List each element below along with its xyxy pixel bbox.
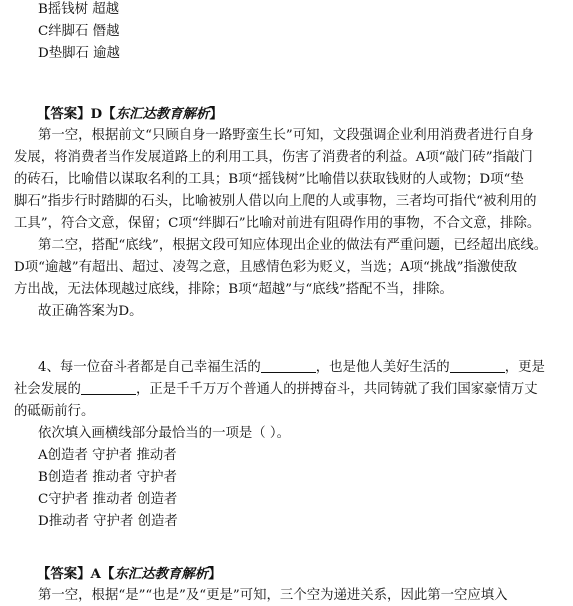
answer-suffix: 】	[209, 106, 223, 122]
analysis-line: D项“逾越”有超出、超过、凌驾之意，且感情色彩为贬义，当选；A项“挑战”指激使敌	[14, 260, 518, 275]
fill-blank-1	[261, 358, 316, 373]
analysis-line: 第二空，搭配“底线”，根据文段可知应体现出企业的做法有严重问题，已经超出底线。	[38, 238, 548, 253]
option-d-prev: D垫脚石 逾越	[38, 46, 120, 61]
q4-text: 社会发展的	[14, 382, 81, 397]
fill-blank-2	[450, 358, 505, 373]
option-a: A创造者 守护者 推动者	[38, 448, 177, 463]
analysis-line: 的砖石，比喻借以谋取名利的工具；B项“摇钱树”比喻借以获取钱财的人或物；D项“垫	[14, 172, 524, 187]
question-4-line-3: 的砥砺前行。	[14, 404, 95, 419]
answer-prefix: 【答案】D【	[37, 106, 116, 122]
fill-blank-3	[81, 380, 136, 395]
analysis-line: 第一空，根据前文“只顾自身一路野蛮生长”可知，文段强调企业利用消费者进行自身	[38, 128, 534, 143]
answer-header-1	[37, 104, 223, 124]
answer-suffix: 】	[208, 566, 222, 582]
option-b: B创造者 推动者 守护者	[38, 470, 177, 485]
q4-text: 4、每一位奋斗者都是自己幸福生活的	[38, 360, 261, 375]
answer-source: 东汇达教育解析	[114, 566, 209, 582]
answer-header-2	[37, 564, 221, 584]
option-c-prev: C绊脚石 僭越	[38, 24, 120, 39]
question-4-line-1	[38, 358, 545, 378]
q4-text: ，也是他人美好生活的	[315, 360, 450, 375]
option-d: D推动者 守护者 创造者	[38, 514, 178, 529]
analysis-line: 发展，将消费者当作发展道路上的利用工具，伤害了消费者的利益。A项“敲门砖”指敲门	[14, 150, 533, 165]
q4-text: ，正是千千万万个普通人的拼搏奋斗，共同铸就了我们国家豪情万丈	[135, 382, 538, 397]
conclusion-line: 故正确答案为D。	[38, 304, 143, 319]
analysis-line: 脚石”指步行时踏脚的石头，比喻被别人借以向上爬的人或事物，三者均可指代“被利用的	[14, 194, 537, 209]
analysis-line: 方出战，无法体现越过底线，排除；B项“超越”与“底线”搭配不当，排除。	[14, 282, 453, 297]
question-4-prompt: 依次填入画横线部分最恰当的一项是（ ）。	[38, 426, 290, 441]
option-b-prev: B摇钱树 超越	[38, 2, 120, 17]
question-4-line-2	[14, 380, 538, 400]
answer-prefix: 【答案】A【	[37, 566, 115, 582]
answer-source: 东汇达教育解析	[115, 106, 210, 122]
option-c: C守护者 推动者 创造者	[38, 492, 178, 507]
analysis-line: 工具”，符合文意，保留；C项“绊脚石”比喻对前进有阻碍作用的事物，不合文意，排除。	[14, 216, 541, 231]
q4-text: ，更是	[504, 360, 545, 375]
analysis-line: 第一空，根据“是”“也是”及“更是”可知，三个空为递进关系，因此第一空应填入	[38, 588, 508, 603]
